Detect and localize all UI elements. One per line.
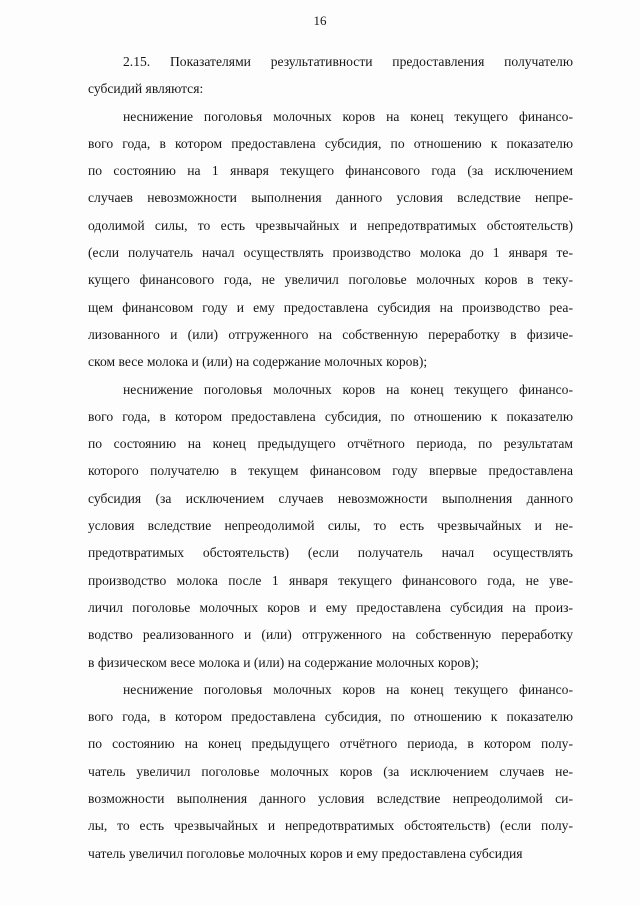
text-line: вого года, в котором предоставлена субсидия, по отношению к показателю	[88, 135, 573, 151]
paragraph	[88, 676, 573, 867]
text-line: чатель увеличил поголовье молочных коров (за исключением случаев не-	[88, 763, 573, 779]
text-line: возможности выполнения данного условия вследствие непреодолимой си-	[88, 791, 573, 807]
text-line: лы, то есть чрезвычайных и непредотвратимых обстоятельств) (если полу-	[88, 818, 573, 834]
text-line: неснижение поголовья молочных коров на конец текущего финансо-	[123, 108, 573, 124]
text-line: (если получатель начал осуществлять производство молока до 1 января те-	[88, 245, 573, 261]
text-line: неснижение поголовья молочных коров на конец текущего финансо-	[123, 381, 573, 397]
text-line: вого года, в котором предоставлена субсидия, по отношению к показателю	[88, 709, 573, 725]
text-line: кущего финансового года, не увеличил поголовье молочных коров в теку-	[88, 272, 573, 288]
paragraph	[88, 48, 573, 103]
text-line: условия вследствие непреодолимой силы, то есть чрезвычайных и не-	[88, 518, 573, 534]
text-line: предотвратимых обстоятельств) (если получатель начал осуществлять	[88, 545, 573, 561]
text-line: вого года, в котором предоставлена субсидия, по отношению к показателю	[88, 408, 573, 424]
paragraph	[88, 376, 573, 676]
document-body	[88, 48, 573, 867]
text-line: неснижение поголовья молочных коров на конец текущего финансо-	[123, 681, 573, 697]
text-line: по состоянию на 1 января текущего финансового года (за исключением	[88, 163, 573, 179]
text-line: щем финансовом году и ему предоставлена субсидия на производство реа-	[88, 299, 573, 315]
text-line: по состоянию на конец предыдущего отчётного периода, по результатам	[88, 436, 573, 452]
text-line: случаев невозможности выполнения данного условия вследствие непре-	[88, 190, 573, 206]
text-line: чатель увеличил поголовье молочных коров и ему предоставлена субсидия	[88, 845, 523, 861]
text-line: в физическом весе молока и (или) на содержание молочных коров);	[88, 654, 479, 670]
text-line: которого получателю в текущем финансовом году впервые предоставлена	[88, 463, 573, 479]
text-line: лизованного и (или) отгруженного на собственную переработку в физиче-	[88, 326, 573, 342]
text-line: субсидий являются:	[88, 81, 204, 97]
text-line: личил поголовье молочных коров и ему предоставлена субсидия на произ-	[88, 599, 573, 615]
paragraph	[88, 103, 573, 376]
text-line: по состоянию на конец предыдущего отчётного периода, в котором полу-	[88, 736, 573, 752]
text-line: субсидия (за исключением случаев невозможности выполнения данного	[88, 490, 573, 506]
page-number: 16	[313, 13, 327, 28]
text-line: производство молока после 1 января текущего финансового года, не уве-	[88, 572, 573, 588]
text-line: 2.15. Показателями результативности предоставления получателю	[123, 54, 573, 69]
text-line: одолимой силы, то есть чрезвычайных и непредотвратимых обстоятельств)	[88, 217, 573, 233]
text-line: ском весе молока и (или) на содержание молочных коров);	[88, 354, 428, 370]
text-line: водство реализованного и (или) отгруженного на собственную переработку	[88, 627, 573, 643]
